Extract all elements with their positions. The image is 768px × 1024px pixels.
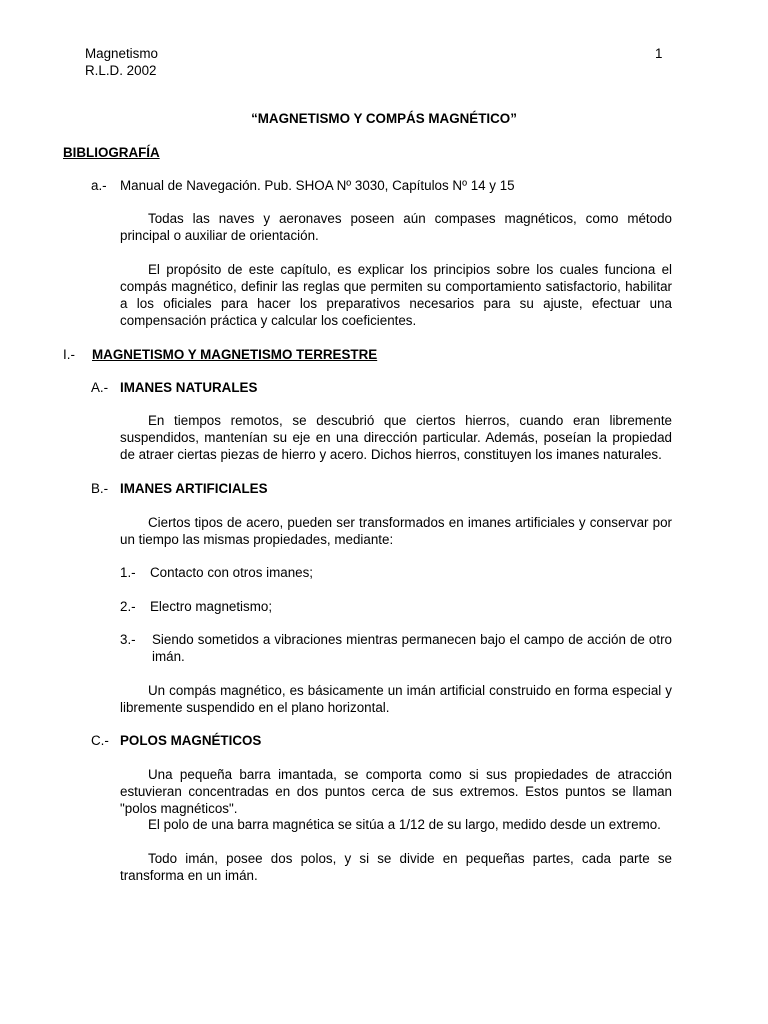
list-item-text: Electro magnetismo;	[150, 599, 273, 614]
section-1-heading: MAGNETISMO Y MAGNETISMO TERRESTRE	[92, 347, 378, 362]
section-1-marker: I.-	[63, 347, 75, 362]
subsection-c-heading: POLOS MAGNÉTICOS	[120, 733, 262, 748]
page-number: 1	[655, 46, 663, 61]
list-item-text: Siendo sometidos a vibraciones mientras permanecen bajo el campo de acción de otro imán.	[152, 632, 672, 664]
list-item-number: 3.-	[120, 632, 136, 647]
bibliography-paragraph-1: Todas las naves y aeronaves poseen aún compases magnéticos, como método principal o auxiliar de orientación.	[120, 211, 672, 243]
bibliography-heading: BIBLIOGRAFÍA	[63, 145, 160, 160]
bibliography-item-text: Manual de Navegación. Pub. SHOA Nº 3030, Capítulos Nº 14 y 15	[120, 178, 515, 193]
list-item-number: 1.-	[120, 565, 136, 580]
subsection-c-marker: C.-	[91, 733, 109, 748]
header-author-year: R.L.D. 2002	[85, 63, 157, 78]
subsection-b-heading: IMANES ARTIFICIALES	[120, 481, 268, 496]
bibliography-paragraph-2: El propósito de este capítulo, es explicar los principios sobre los cuales funciona el compás magnético, definir las reglas que permiten su comportamiento satisfactorio, habilitar a los oficiales para hacer los preparativos necesarios para su ajuste, efectuar una compensación práctica y calcular los coeficientes.	[120, 262, 672, 328]
header-subject: Magnetismo	[85, 46, 158, 61]
subsection-c-paragraph-3: Todo imán, posee dos polos, y si se divide en pequeñas partes, cada parte se transforma en un imán.	[120, 851, 672, 883]
subsection-b-marker: B.-	[91, 481, 109, 496]
subsection-a-paragraph: En tiempos remotos, se descubrió que ciertos hierros, cuando eran libremente suspendidos, mantenían su eje en una dirección particular. Además, poseían la propiedad de atraer ciertas piezas de hierro y acero. Dichos hierros, constituyen los imanes naturales.	[120, 413, 672, 462]
bibliography-item-marker: a.-	[91, 178, 107, 193]
subsection-b-intro: Ciertos tipos de acero, pueden ser transformados en imanes artificiales y conservar por un tiempo las mismas propiedades, mediante:	[120, 515, 672, 547]
list-item-number: 2.-	[120, 599, 136, 614]
subsection-a-marker: A.-	[91, 380, 109, 395]
list-item	[120, 598, 272, 615]
list-item	[120, 564, 313, 581]
subsection-c-paragraph-2: El polo de una barra magnética se sitúa a 1/12 de su largo, medido desde un extremo.	[148, 817, 661, 832]
document-title: “MAGNETISMO Y COMPÁS MAGNÉTICO”	[251, 111, 517, 126]
list-item-text: Contacto con otros imanes;	[150, 565, 314, 580]
subsection-b-closing: Un compás magnético, es básicamente un imán artificial construido en forma especial y libremente suspendido en el plano horizontal.	[120, 683, 672, 715]
subsection-c-paragraph-1: Una pequeña barra imantada, se comporta como si sus propiedades de atracción estuvieran concentradas en dos puntos cerca de sus extremos. Estos puntos se llaman "polos magnéticos".	[120, 767, 672, 816]
subsection-a-heading: IMANES NATURALES	[120, 380, 258, 395]
